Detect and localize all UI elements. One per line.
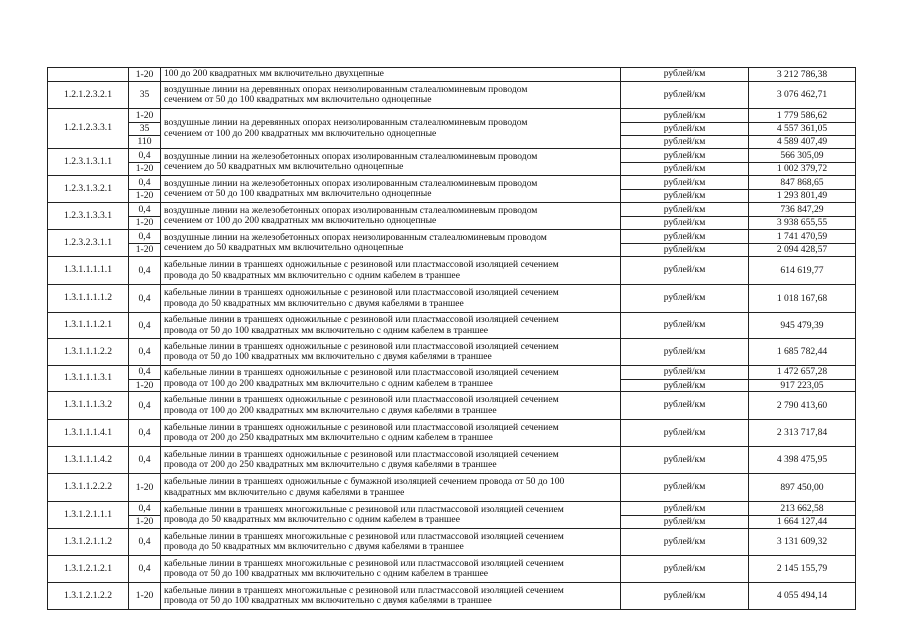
row-price — [749, 392, 856, 420]
row-description — [161, 447, 621, 474]
unit-value: рублей/км — [621, 162, 748, 175]
row-code: 1.2.1.2.3.2.1 — [48, 82, 129, 109]
price-value: 3 212 786,38 — [776, 69, 828, 80]
table-row — [48, 474, 856, 502]
row-description — [161, 313, 621, 339]
voltage-value: 0,4 — [138, 427, 151, 438]
row-unit — [621, 230, 749, 257]
voltage-value: 0,4 — [138, 454, 151, 465]
row-description — [161, 176, 621, 203]
description-line: кабельные линии в траншеях одножильные с резиновой или пластмассовой изоляцией сечением — [164, 367, 559, 379]
row-description — [161, 68, 621, 82]
row-unit — [621, 203, 749, 230]
price-value: 2 790 413,60 — [776, 400, 828, 411]
price-value: 1 002 379,72 — [749, 162, 855, 175]
voltage-value: 35 — [129, 122, 160, 135]
price-value: 1 293 801,49 — [749, 189, 855, 202]
row-price — [749, 502, 856, 529]
row-description — [161, 556, 621, 583]
row-price — [749, 82, 856, 109]
row-description — [161, 366, 621, 392]
row-price — [749, 474, 856, 502]
row-unit: рублей/км — [621, 313, 749, 339]
price-value: 4 557 361,05 — [749, 122, 855, 135]
description-line: воздушные линии на железобетонных опорах изолированным сталеалюминевым проводом — [164, 204, 538, 216]
row-voltage — [129, 203, 161, 230]
unit-value: рублей/км — [663, 503, 706, 514]
row-voltage — [129, 420, 161, 447]
row-description — [161, 420, 621, 447]
table-row — [48, 529, 856, 556]
row-code: 1.3.1.1.1.2.2 — [48, 339, 129, 366]
row-voltage — [129, 447, 161, 474]
row-code: 1.2.1.2.3.3.1 — [48, 109, 129, 149]
row-unit: рублей/км — [621, 474, 749, 502]
voltage-value: 0,4 — [138, 293, 151, 304]
table-row — [48, 392, 856, 420]
row-code: 1.2.3.1.3.3.1 — [48, 203, 129, 230]
row-unit: рублей/км — [621, 556, 749, 583]
row-price — [749, 447, 856, 474]
voltage-value: 0,4 — [138, 204, 151, 215]
row-unit: рублей/км — [621, 68, 749, 82]
price-value: 3 938 655,55 — [749, 216, 855, 229]
row-voltage — [129, 109, 161, 149]
unit-value: рублей/км — [621, 379, 748, 392]
table-row — [48, 257, 856, 285]
table-row — [48, 556, 856, 583]
price-value: 2 145 155,79 — [776, 563, 828, 574]
row-unit: рублей/км — [621, 392, 749, 420]
row-code: 1.3.1.1.1.1.2 — [48, 285, 129, 313]
row-price — [749, 176, 856, 203]
description-line: провода от 50 до 100 квадратных мм включительно с одним кабелем в траншее — [164, 568, 488, 579]
voltage-value: 1-20 — [129, 189, 160, 202]
description-line: провода от 50 до 100 квадратных мм включительно с двумя кабелями в траншее — [164, 351, 492, 362]
description-line: кабельные линии в траншеях одножильные с резиновой или пластмассовой изоляцией сечением — [164, 448, 559, 460]
row-price — [749, 68, 856, 82]
row-price — [749, 109, 856, 149]
row-unit: рублей/км — [621, 529, 749, 556]
voltage-value: 35 — [139, 89, 150, 100]
description-line: воздушные линии на деревянных опорах неизолированным сталеалюминевым проводом — [164, 117, 528, 129]
row-description — [161, 339, 621, 366]
row-description — [161, 502, 621, 529]
voltage-value: 0,4 — [138, 320, 151, 331]
price-value: 847 868,65 — [780, 177, 824, 188]
unit-value: рублей/км — [663, 110, 706, 121]
voltage-value: 0,4 — [138, 563, 151, 574]
description-line: кабельные линии в траншеях одножильные с резиновой или пластмассовой изоляцией сечением — [164, 421, 559, 433]
voltage-value: 0,4 — [138, 177, 151, 188]
description-line: воздушные линии на железобетонных опорах изолированным сталеалюминевым проводом — [164, 177, 538, 189]
row-price — [749, 339, 856, 366]
price-value: 917 223,05 — [749, 379, 855, 392]
row-code: 1.2.3.1.3.2.1 — [48, 176, 129, 203]
description-line: провода от 50 до 100 квадратных мм включительно с двумя кабелями в траншее — [164, 595, 492, 606]
row-unit: рублей/км — [621, 339, 749, 366]
row-unit — [621, 176, 749, 203]
voltage-value: 0,4 — [138, 366, 151, 377]
description-line: воздушные линии на железобетонных опорах изолированным сталеалюминевым проводом — [164, 150, 538, 162]
row-unit: рублей/км — [621, 447, 749, 474]
description-line: кабельные линии в траншеях одножильные с резиновой или пластмассовой изоляцией сечением — [164, 314, 559, 326]
table-row — [48, 366, 856, 392]
row-code: 1.3.1.2.1.2.1 — [48, 556, 129, 583]
row-unit: рублей/км — [621, 420, 749, 447]
voltage-value: 0,4 — [138, 150, 151, 161]
tariff-table-page — [47, 67, 855, 610]
description-line: кабельные линии в траншеях многожильные с резиновой или пластмассовой изоляцией сечением — [164, 557, 564, 569]
description-line: квадратных мм включительно с двумя кабелями в траншее — [164, 486, 405, 498]
table-row — [48, 447, 856, 474]
description-line: воздушные линии на железобетонных опорах неизолированным сталеалюминевым проводом — [164, 231, 547, 243]
price-value: 4 398 475,95 — [776, 454, 828, 465]
row-code: 1.3.1.1.1.4.1 — [48, 420, 129, 447]
unit-value: рублей/км — [663, 231, 706, 242]
row-description — [161, 82, 621, 109]
table-row — [48, 285, 856, 313]
price-value: 4 589 407,49 — [749, 135, 855, 148]
price-value: 3 131 609,32 — [776, 536, 828, 547]
row-description — [161, 529, 621, 556]
row-voltage — [129, 82, 161, 109]
row-price — [749, 313, 856, 339]
row-description — [161, 149, 621, 176]
row-price — [749, 366, 856, 392]
voltage-value: 0,4 — [138, 346, 151, 357]
row-code — [48, 68, 129, 82]
voltage-value: 0,4 — [138, 265, 151, 276]
price-value: 1 779 586,62 — [776, 110, 828, 121]
unit-value: рублей/км — [621, 515, 748, 528]
row-description — [161, 392, 621, 420]
unit-value: рублей/км — [663, 177, 706, 188]
table-row — [48, 68, 856, 82]
price-value: 2 094 428,57 — [749, 243, 855, 256]
voltage-value: 0,4 — [138, 536, 151, 547]
row-voltage — [129, 556, 161, 583]
voltage-value: 1-20 — [129, 216, 160, 229]
row-price — [749, 529, 856, 556]
description-line: провода от 50 до 100 квадратных мм включительно с одним кабелем в траншее — [164, 324, 488, 336]
description-line: воздушные линии на деревянных опорах неизолированным сталеалюминевым проводом — [164, 83, 528, 95]
price-value: 1 018 167,68 — [776, 293, 828, 304]
description-line: сечением от 50 до 100 квадратных мм включительно одноцепные — [164, 188, 432, 199]
voltage-value: 1-20 — [129, 515, 160, 528]
table-row — [48, 203, 856, 230]
voltage-value: 0,4 — [138, 231, 151, 242]
description-line: провода до 50 квадратных мм включительно с двумя кабелями в траншее — [164, 541, 464, 552]
row-description — [161, 583, 621, 610]
table-row — [48, 420, 856, 447]
row-unit — [621, 109, 749, 149]
description-line: провода до 50 квадратных мм включительно с двумя кабелями в траншее — [164, 297, 464, 309]
voltage-value: 0,4 — [138, 503, 151, 514]
price-value: 736 847,29 — [780, 204, 824, 215]
description-line: провода от 200 до 250 квадратных мм включительно с одним кабелем в траншее — [164, 432, 493, 443]
row-code: 1.3.1.2.1.1.2 — [48, 529, 129, 556]
description-line: сечением до 50 квадратных мм включительно одноцепные — [164, 242, 404, 253]
row-code: 1.3.1.1.1.3.1 — [48, 366, 129, 392]
row-voltage — [129, 149, 161, 176]
row-price — [749, 420, 856, 447]
row-code: 1.3.1.2.1.1.1 — [48, 502, 129, 529]
row-voltage — [129, 583, 161, 610]
tariff-table — [47, 67, 856, 610]
voltage-value: 110 — [129, 135, 160, 148]
table-row — [48, 339, 856, 366]
voltage-value: 1-20 — [135, 69, 154, 80]
row-price — [749, 257, 856, 285]
row-unit: рублей/км — [621, 82, 749, 109]
row-code: 1.3.1.2.1.2.2 — [48, 583, 129, 610]
unit-value: рублей/км — [621, 122, 748, 135]
price-value: 945 479,39 — [780, 320, 824, 331]
description-line: провода от 200 до 250 квадратных мм включительно с двумя кабелями в траншее — [164, 459, 497, 470]
price-value: 4 055 494,14 — [776, 590, 828, 601]
table-row — [48, 109, 856, 149]
price-value: 566 305,09 — [780, 150, 824, 161]
voltage-value: 1-20 — [135, 590, 154, 601]
description-line: провода до 50 квадратных мм включительно с одним кабелем в траншее — [164, 514, 460, 525]
description-line: провода от 100 до 200 квадратных мм включительно с одним кабелем в траншее — [164, 377, 493, 389]
voltage-value: 1-20 — [135, 482, 154, 493]
unit-value: рублей/км — [663, 366, 706, 377]
price-value: 3 076 462,71 — [776, 89, 828, 100]
table-row — [48, 82, 856, 109]
row-price — [749, 149, 856, 176]
voltage-value: 1-20 — [129, 162, 160, 175]
row-code: 1.3.1.1.2.2.2 — [48, 474, 129, 502]
row-voltage — [129, 366, 161, 392]
description-line: кабельные линии в траншеях многожильные с резиновой или пластмассовой изоляцией сечением — [164, 584, 564, 596]
price-value: 1 741 470,59 — [776, 231, 828, 242]
description-line: кабельные линии в траншеях многожильные с резиновой или пластмассовой изоляцией сечением — [164, 503, 564, 515]
unit-value: рублей/км — [621, 216, 748, 229]
table-row — [48, 502, 856, 529]
row-unit — [621, 149, 749, 176]
row-voltage — [129, 392, 161, 420]
row-description — [161, 257, 621, 285]
row-price — [749, 285, 856, 313]
row-voltage — [129, 176, 161, 203]
description-line: сечением от 100 до 200 квадратных мм включительно одноцепные — [164, 127, 437, 139]
description-line: кабельные линии в траншеях одножильные с резиновой или пластмассовой изоляцией сечением — [164, 259, 559, 271]
row-voltage — [129, 285, 161, 313]
row-code: 1.3.1.1.1.4.2 — [48, 447, 129, 474]
voltage-value: 1-20 — [135, 110, 154, 121]
row-voltage — [129, 68, 161, 82]
row-code: 1.3.1.1.1.1.1 — [48, 257, 129, 285]
row-voltage — [129, 230, 161, 257]
price-value: 2 313 717,84 — [776, 427, 828, 438]
price-value: 1 664 127,44 — [749, 515, 855, 528]
row-code: 1.2.3.2.3.1.1 — [48, 230, 129, 257]
row-price — [749, 230, 856, 257]
description-line: кабельные линии в траншеях одножильные с резиновой или пластмассовой изоляцией сечением — [164, 394, 559, 406]
table-row — [48, 149, 856, 176]
row-unit — [621, 502, 749, 529]
table-body — [48, 68, 856, 610]
table-row — [48, 176, 856, 203]
description-line: кабельные линии в траншеях одножильные с бумажной изоляцией сечением провода от 50 до 100 — [164, 476, 565, 488]
row-description — [161, 203, 621, 230]
unit-value: рублей/км — [663, 150, 706, 161]
voltage-value: 1-20 — [129, 243, 160, 256]
row-price — [749, 583, 856, 610]
row-code: 1.2.3.1.3.1.1 — [48, 149, 129, 176]
description-line: провода от 100 до 200 квадратных мм включительно с двумя кабелями в траншее — [164, 404, 497, 416]
price-value: 1 472 657,28 — [776, 366, 828, 377]
unit-value: рублей/км — [621, 135, 748, 148]
row-unit: рублей/км — [621, 583, 749, 610]
row-unit: рублей/км — [621, 257, 749, 285]
unit-value: рублей/км — [621, 243, 748, 256]
row-price — [749, 203, 856, 230]
description-line: кабельные линии в траншеях одножильные с резиновой или пластмассовой изоляцией сечением — [164, 287, 559, 299]
row-description — [161, 109, 621, 149]
row-voltage — [129, 339, 161, 366]
price-value: 897 450,00 — [780, 482, 824, 493]
unit-value: рублей/км — [621, 189, 748, 202]
row-unit: рублей/км — [621, 285, 749, 313]
row-voltage — [129, 257, 161, 285]
row-description — [161, 285, 621, 313]
description-line: провода до 50 квадратных мм включительно с одним кабелем в траншее — [164, 269, 460, 281]
row-description — [161, 230, 621, 257]
row-code: 1.3.1.1.1.2.1 — [48, 313, 129, 339]
price-value: 614 619,77 — [780, 265, 824, 276]
row-voltage — [129, 474, 161, 502]
description-line: сечением от 100 до 200 квадратных мм включительно одноцепные — [164, 215, 437, 226]
row-voltage — [129, 313, 161, 339]
row-description — [161, 474, 621, 502]
description-line: сечением до 50 квадратных мм включительно одноцепные — [164, 161, 404, 172]
voltage-value: 1-20 — [129, 379, 160, 392]
voltage-value: 0,4 — [138, 400, 151, 411]
row-unit — [621, 366, 749, 392]
unit-value: рублей/км — [663, 204, 706, 215]
row-voltage — [129, 529, 161, 556]
description-line: 100 до 200 квадратных мм включительно двухцепные — [164, 68, 384, 80]
price-value: 1 685 782,44 — [776, 346, 828, 357]
row-voltage — [129, 502, 161, 529]
row-price — [749, 556, 856, 583]
description-line: кабельные линии в траншеях многожильные с резиновой или пластмассовой изоляцией сечением — [164, 530, 564, 542]
table-row — [48, 313, 856, 339]
table-row — [48, 583, 856, 610]
table-row — [48, 230, 856, 257]
row-code: 1.3.1.1.1.3.2 — [48, 392, 129, 420]
description-line: кабельные линии в траншеях одножильные с резиновой или пластмассовой изоляцией сечением — [164, 340, 559, 352]
price-value: 213 662,58 — [780, 503, 824, 514]
description-line: сечением от 50 до 100 квадратных мм включительно одноцепные — [164, 94, 432, 105]
